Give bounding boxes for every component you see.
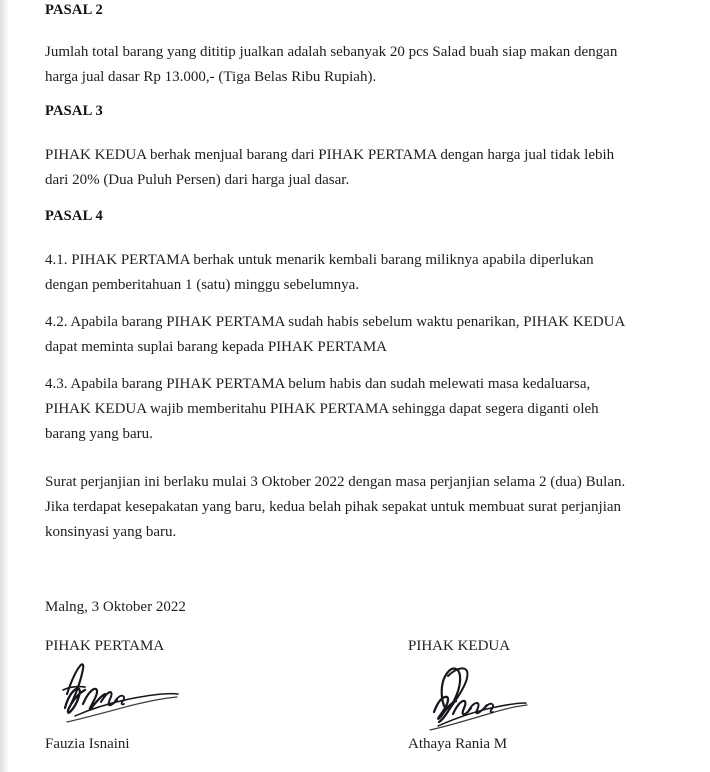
clause-4-2: 4.2. Apabila barang PIHAK PERTAMA sudah habis sebelum waktu penarikan, PIHAK KEDUA dapat meminta suplai barang kepada PIHAK PERTAMA: [45, 314, 625, 355]
section-heading-pasal-4: PASAL 4: [45, 208, 103, 224]
signature-party-first: [45, 636, 315, 754]
closing-paragraph: Surat perjanjian ini berlaku mulai 3 Oktober 2022 dengan masa perjanjian selama 2 (dua) Bulan. Jika terdapat kesepakatan yang baru, kedua belah pihak sepakat untuk membuat surat perjanjian konsinyasi yang baru.: [45, 474, 626, 540]
scan-edge-shadow: [0, 0, 9, 772]
handwritten-signature-icon: [45, 656, 275, 734]
place-and-date: Malng, 3 Oktober 2022: [45, 599, 186, 615]
signature-name-second: Athaya Rania M: [408, 736, 508, 752]
signature-name-first: Fauzia Isnaini: [45, 736, 130, 752]
handwritten-signature-icon: [408, 656, 638, 734]
signature-role-pihak-kedua: PIHAK KEDUA: [408, 638, 511, 654]
section-body-pasal-3: PIHAK KEDUA berhak menjual barang dari PIHAK PERTAMA dengan harga jual tidak lebih dari 20% (Dua Puluh Persen) dari harga jual dasar.: [45, 147, 615, 188]
clause-4-3: 4.3. Apabila barang PIHAK PERTAMA belum habis dan sudah melewati masa kedaluarsa, PIHAK KEDUA wajib memberitahu PIHAK PERTAMA sehingga dapat segera diganti oleh barang yang baru.: [45, 376, 599, 442]
signature-role-pihak-pertama: PIHAK PERTAMA: [45, 638, 165, 654]
section-body-pasal-2: Jumlah total barang yang dititip jualkan adalah sebanyak 20 pcs Salad buah siap makan dengan harga jual dasar Rp 13.000,- (Tiga Belas Ribu Rupiah).: [45, 44, 618, 85]
section-heading-pasal-2: PASAL 2: [45, 2, 103, 18]
section-heading-pasal-3: PASAL 3: [45, 103, 103, 119]
signature-party-second: [408, 636, 678, 754]
clause-4-1: 4.1. PIHAK PERTAMA berhak untuk menarik kembali barang miliknya apabila diperlukan dengan pemberitahuan 1 (satu) minggu sebelumnya.: [45, 252, 594, 293]
